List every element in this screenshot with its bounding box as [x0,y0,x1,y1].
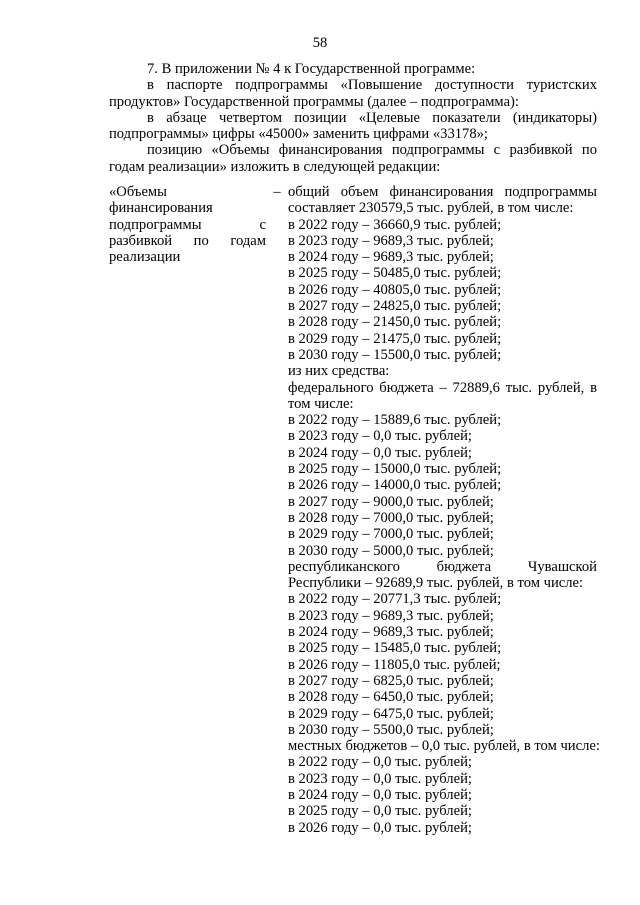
federal-year-item: в 2029 году – 7000,0 тыс. рублей; [288,526,494,543]
federal-year-item: в 2024 году – 0,0 тыс. рублей; [288,444,472,461]
local-year-item: в 2026 году – 0,0 тыс. рублей; [288,819,472,836]
total-year-item: в 2024 году – 9689,3 тыс. рублей; [288,249,494,266]
republic-year-item: в 2023 году – 9689,3 тыс. рублей; [288,607,494,624]
federal-budget-text: федерального бюджета – 72889,6 тыс. рублей, в том числе: [288,379,597,412]
republic-year-item: в 2027 году – 6825,0 тыс. рублей; [288,672,494,689]
total-funding-text: общий объем финансирования подпрограммы составляет 230579,5 тыс. рублей, в том числе: [288,184,597,217]
position-dash: – [273,184,281,200]
republic-year-item: в 2025 году – 15485,0 тыс. рублей; [288,640,502,657]
federal-years-list [288,412,597,559]
total-years-list [288,217,597,364]
republic-budget-text: республиканского бюджета Чувашской Республики – 92689,9 тыс. рублей, в том числе: [288,558,597,592]
local-years-list [288,754,597,835]
republic-year-item: в 2022 году – 20771,3 тыс. рублей; [288,591,502,608]
local-budget-text: местных бюджетов – 0,0 тыс. рублей, в том числе: [288,738,600,755]
funding-table [109,184,600,836]
republic-year-item: в 2029 году – 6475,0 тыс. рублей; [288,705,494,722]
intro-paragraph-1: 7. В приложении № 4 к Государственной программе: [147,61,476,77]
local-year-item: в 2022 году – 0,0 тыс. рублей; [288,754,472,771]
intro-paragraph-3: в абзаце четвертом позиции «Целевые показатели (индикаторы) подпрограммы» цифры «45000» заменить цифрами «33178»; [109,109,597,143]
local-year-item: в 2025 году – 0,0 тыс. рублей; [288,803,472,820]
total-year-item: в 2027 году – 24825,0 тыс. рублей; [288,298,502,315]
federal-year-item: в 2025 году – 15000,0 тыс. рублей; [288,461,502,478]
republic-year-item: в 2026 году – 11805,0 тыс. рублей; [288,656,501,673]
total-year-item: в 2023 году – 9689,3 тыс. рублей; [288,232,494,249]
local-year-item: в 2023 году – 0,0 тыс. рублей; [288,770,472,787]
intro-section [109,61,597,175]
republic-year-item: в 2024 году – 9689,3 тыс. рублей; [288,624,494,641]
federal-year-item: в 2023 году – 0,0 тыс. рублей; [288,428,472,445]
total-year-item: в 2022 году – 36660,9 тыс. рублей; [288,216,502,233]
page-number: 58 [312,35,328,51]
federal-year-item: в 2030 году – 5000,0 тыс. рублей; [288,542,494,559]
federal-year-item: в 2028 году – 7000,0 тыс. рублей; [288,509,494,526]
total-year-item: в 2026 году – 40805,0 тыс. рублей; [288,281,502,298]
republic-year-item: в 2028 году – 6450,0 тыс. рублей; [288,689,494,706]
total-year-item: в 2030 году – 15500,0 тыс. рублей; [288,346,502,363]
total-year-item: в 2028 году – 21450,0 тыс. рублей; [288,314,502,331]
republic-years-list [288,591,597,738]
local-year-item: в 2024 году – 0,0 тыс. рублей; [288,786,472,803]
intro-paragraph-2: в паспорте подпрограммы «Повышение доступности туристских продуктов» Государственной программы (далее – подпрограмма): [109,77,597,110]
total-year-item: в 2025 году – 50485,0 тыс. рублей; [288,265,502,282]
federal-year-item: в 2027 году – 9000,0 тыс. рублей; [288,493,494,510]
federal-year-item: в 2022 году – 15889,6 тыс. рублей; [288,412,502,429]
republic-year-item: в 2030 году – 5500,0 тыс. рублей; [288,721,494,738]
total-year-item: в 2029 году – 21475,0 тыс. рублей; [288,330,502,347]
of-which-label: из них средства: [288,363,390,380]
funding-position-label: «Объемы финансирования подпрограммы с разбивкой по годам реализации [109,184,266,266]
intro-paragraph-4: позицию «Объемы финансирования подпрограммы с разбивкой по годам реализации» изложить в следующей редакции: [109,142,597,175]
federal-year-item: в 2026 году – 14000,0 тыс. рублей; [288,477,502,494]
funding-details [288,184,600,836]
